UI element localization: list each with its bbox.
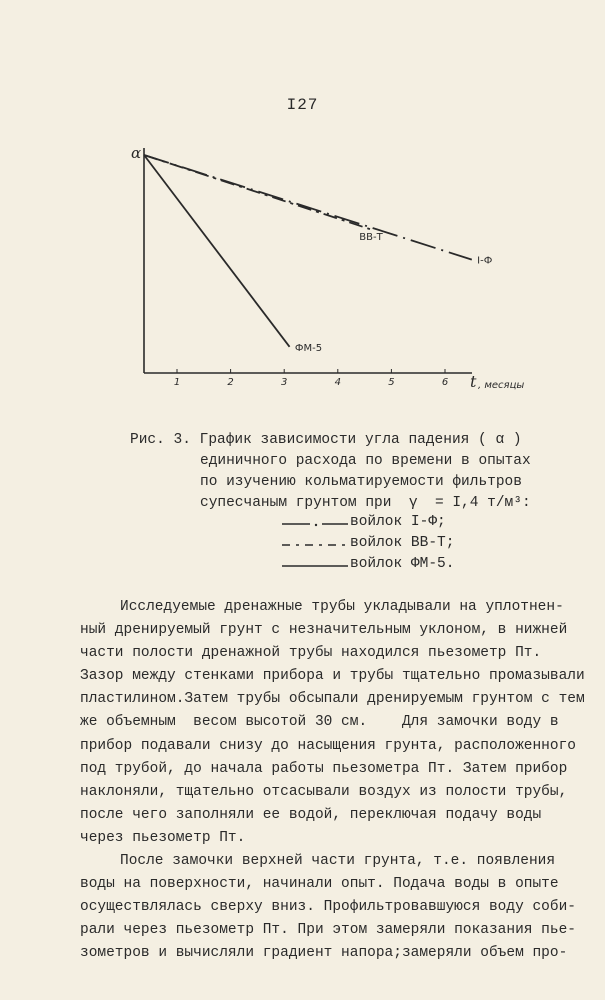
series-line: [144, 155, 370, 229]
body-line: под трубой, до начала работы пьезометра Пт. Затем прибор: [80, 760, 568, 777]
body-text: [80, 596, 585, 966]
legend-item-fm-5: [280, 556, 455, 576]
caption-line-3: по изучению кольматируемости фильтров: [200, 474, 522, 490]
body-line: ный дренируемый грунт с незначительным уклоном, в нижней: [80, 622, 568, 639]
series-line: [144, 155, 472, 260]
x-tick-label: 3: [281, 377, 288, 388]
body-line: После замочки верхней части грунта, т.е. появления: [120, 853, 556, 870]
body-line: рали через пьезометр Пт. При этом замеряли показания пье-: [80, 922, 576, 939]
body-line: зометров и вычисляли градиент напора;замеряли объем про-: [80, 945, 568, 962]
legend-line-dash-dot-long: [280, 518, 348, 530]
body-line: Исследуемые дренажные трубы укладывали на уплотнен-: [120, 599, 564, 615]
page-number: I27: [286, 96, 319, 114]
figure-caption: [130, 430, 570, 514]
x-tick-label: 6: [441, 377, 449, 388]
legend-line-dash-dot: [280, 539, 348, 551]
caption-line-2: единичного расхода по времени в опытах: [200, 453, 531, 469]
caption-paren: ): [504, 432, 522, 448]
body-line: через пьезометр Пт.: [80, 829, 246, 846]
series-label: ФМ-5: [294, 342, 323, 354]
x-tick-label: 4: [334, 377, 341, 388]
body-line: Зазор между стенками прибора и трубы тщательно промазывали: [80, 668, 585, 685]
body-line: осуществлялась сверху вниз. Профильтровавшуюся воду соби-: [80, 899, 576, 916]
legend-label: войлок ВВ-Т;: [350, 535, 455, 551]
caption-line-1: [130, 430, 570, 451]
body-line: после чего заполняли ее водой, переключая подачу воды: [80, 806, 542, 823]
x-axis-label: t: [470, 372, 477, 391]
body-line: прибор подавали снизу до насыщения грунта, расположенного: [80, 737, 576, 754]
legend-label: войлок I-Ф;: [350, 514, 446, 530]
x-axis-unit: , месяцы: [478, 380, 525, 391]
chart: [0, 0, 605, 420]
y-axis-label: α: [131, 144, 142, 162]
legend-item-vv-t: [280, 535, 455, 555]
x-tick-label: 1: [173, 377, 181, 388]
x-tick-label: 2: [227, 377, 234, 388]
caption-text: Рис. 3. График зависимости угла падения (: [130, 432, 487, 448]
x-tick-label: 5: [388, 377, 395, 388]
caption-line-4: супесчаным грунтом при γ = I,4 т/м³:: [200, 495, 531, 511]
caption-alpha: α: [495, 432, 505, 448]
legend-item-1-f: [280, 514, 446, 534]
body-line: пластилином.Затем трубы обсыпали дренируемым грунтом с тем: [80, 691, 585, 708]
series-label: I-Ф: [477, 255, 493, 267]
body-line: наклоняли, тщательно отсасывали воздух из полости трубы,: [80, 783, 568, 800]
body-line: воды на поверхности, начинали опыт. Подача воды в опыте: [80, 876, 559, 893]
series-line: [144, 155, 290, 347]
body-line: же объемным весом высотой 30 см. Для замочки воду в: [80, 714, 559, 731]
legend-line-solid: [280, 560, 348, 572]
legend-label: войлок ФМ-5.: [350, 556, 455, 572]
series-label: ВВ-Т: [359, 232, 383, 244]
body-line: части полости дренажной трубы находился пьезометр Пт.: [80, 645, 542, 662]
